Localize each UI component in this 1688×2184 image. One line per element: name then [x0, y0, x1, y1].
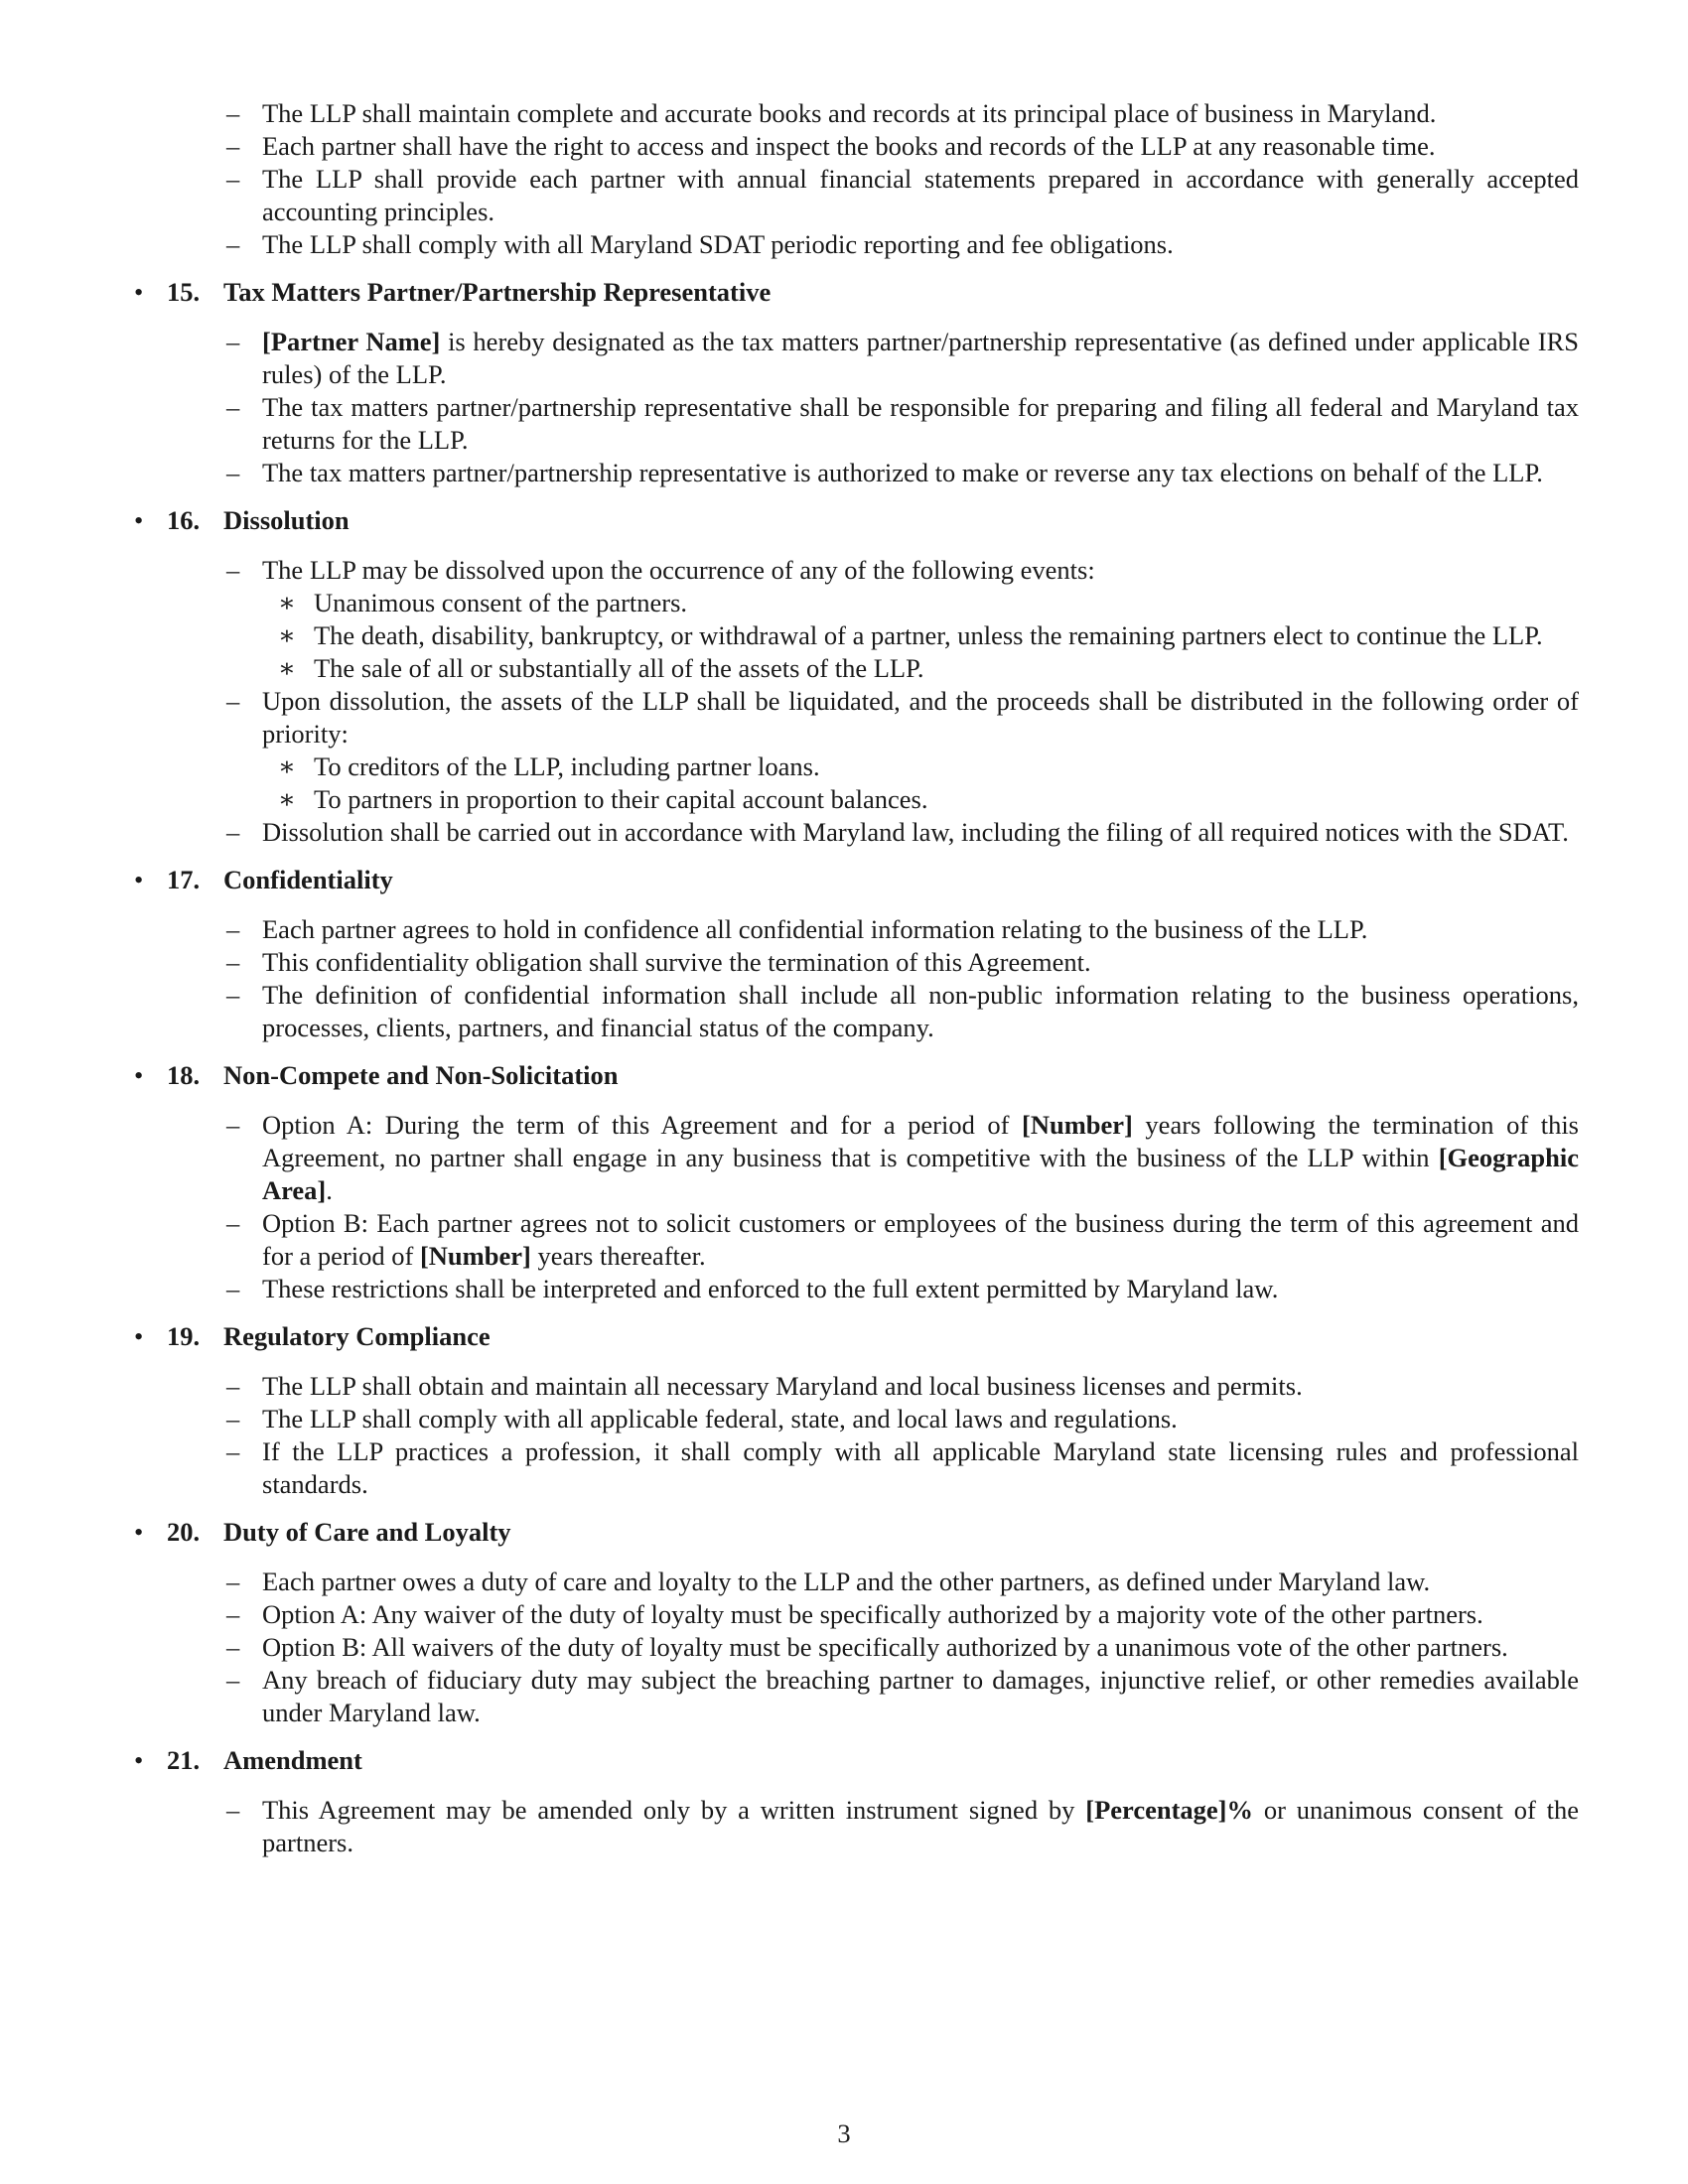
list-item: – Each partner agrees to hold in confidence all confidential information relating to the business of the LLP. [226, 914, 1368, 944]
list-item: – The tax matters partner/partnership representative shall be responsible for preparing and filing all federal and Maryland tax returns for the LLP. [226, 392, 1579, 455]
section-16 [134, 504, 1579, 849]
section-heading: • 15. Tax Matters Partner/Partnership Representative [134, 277, 772, 307]
section-items [226, 1370, 1579, 1501]
list-item: – The LLP shall provide each partner with annual financial statements prepared in accordance with generally accepted accounting principles. [226, 164, 1579, 226]
section-title: Duty of Care and Loyalty [223, 1517, 511, 1547]
section-title: Tax Matters Partner/Partnership Representative [223, 277, 772, 307]
section-18 [134, 1059, 1579, 1305]
section-17 [134, 864, 1579, 1044]
section-title: Regulatory Compliance [223, 1321, 491, 1351]
bullet-icon: • [134, 1517, 144, 1547]
section-items [226, 1109, 1579, 1305]
bullet-icon: • [134, 1321, 144, 1351]
bullet-icon: • [134, 277, 144, 307]
section-15 [134, 276, 1579, 489]
section-items [226, 1566, 1579, 1729]
list-item: – The LLP shall comply with all Maryland SDAT periodic reporting and fee obligations. [226, 229, 1174, 259]
section-21 [134, 1744, 1579, 1859]
section-title: Dissolution [223, 505, 350, 535]
placeholder-field: [Percentage]% [1085, 1795, 1253, 1825]
list-item: – The LLP may be dissolved upon the occurrence of any of the following events: ∗ Unanimous consent of the partners. ∗ The death, disability, bankruptcy, or withdrawal of a partner, unless the remaining partners elect to continue the LLP. ∗ The sale of all or substantially all of the assets of the LLP. [226, 554, 1579, 685]
list-item: – [Partner Name] is hereby designated as the tax matters partner/partnership representative (as defined under applicable IRS rules) of the LLP. [226, 327, 1579, 389]
section-items [226, 913, 1579, 1044]
bullet-icon: • [134, 505, 144, 535]
document-body [134, 97, 1579, 1859]
list-item: – Option A: Any waiver of the duty of loyalty must be specifically authorized by a majority vote of the other partners. [226, 1599, 1483, 1629]
list-item: – Option B: All waivers of the duty of loyalty must be specifically authorized by a unanimous vote of the other partners. [226, 1632, 1508, 1662]
list-item: – Any breach of fiduciary duty may subject the breaching partner to damages, injunctive relief, or other remedies available under Maryland law. [226, 1665, 1579, 1727]
placeholder-field: [Number] [1022, 1110, 1133, 1140]
section-heading: • 20. Duty of Care and Loyalty [134, 1517, 511, 1547]
list-item: – These restrictions shall be interpreted and enforced to the full extent permitted by Maryland law. [226, 1274, 1279, 1303]
list-item: – Option B: Each partner agrees not to solicit customers or employees of the business during the term of this agreement and for a period of [Number] years thereafter. [226, 1208, 1579, 1271]
sub-list-item: ∗ To creditors of the LLP, including partner loans. [278, 751, 820, 781]
placeholder-field: [Partner Name] [262, 327, 441, 356]
list-item: – The LLP shall obtain and maintain all necessary Maryland and local business licenses and permits. [226, 1371, 1303, 1401]
section-heading: • 19. Regulatory Compliance [134, 1321, 491, 1351]
section-19 [134, 1320, 1579, 1501]
sub-list-item: ∗ To partners in proportion to their capital account balances. [278, 784, 928, 814]
records-continuation-list [226, 97, 1579, 261]
section-title: Confidentiality [223, 865, 393, 894]
bullet-icon: • [134, 1060, 144, 1090]
list-item: – This Agreement may be amended only by a written instrument signed by [Percentage]% or unanimous consent of the partners. [226, 1795, 1579, 1857]
section-heading: • 18. Non-Compete and Non-Solicitation [134, 1060, 619, 1090]
list-item: – The tax matters partner/partnership representative is authorized to make or reverse any tax elections on behalf of the LLP. [226, 458, 1543, 487]
section-items [226, 326, 1579, 489]
placeholder-field: [Geographic Area] [262, 1143, 1579, 1205]
bullet-icon: • [134, 1745, 144, 1775]
placeholder-field: [Number] [419, 1241, 531, 1271]
section-title: Non-Compete and Non-Solicitation [223, 1060, 619, 1090]
sub-list-item: ∗ Unanimous consent of the partners. [278, 588, 688, 617]
section-heading: • 21. Amendment [134, 1745, 362, 1775]
list-item: – The LLP shall maintain complete and accurate books and records at its principal place of business in Maryland. [226, 98, 1437, 128]
sub-list-item: ∗ The sale of all or substantially all of the assets of the LLP. [278, 653, 924, 683]
list-item: – Dissolution shall be carried out in accordance with Maryland law, including the filing of all required notices with the SDAT. [226, 817, 1569, 847]
list-item: – Each partner owes a duty of care and loyalty to the LLP and the other partners, as defined under Maryland law. [226, 1567, 1431, 1596]
list-item: – Each partner shall have the right to access and inspect the books and records of the LLP at any reasonable time. [226, 131, 1436, 161]
sub-list [278, 751, 1579, 816]
bullet-icon: • [134, 865, 144, 894]
list-item: – The definition of confidential information shall include all non-public information relating to the business operations, processes, clients, partners, and financial status of the company. [226, 980, 1579, 1042]
sub-list [278, 587, 1579, 685]
section-items [226, 1794, 1579, 1859]
section-heading: • 16. Dissolution [134, 505, 350, 535]
sub-list-item: ∗ The death, disability, bankruptcy, or withdrawal of a partner, unless the remaining partners elect to continue the LLP. [278, 620, 1543, 650]
list-item: – Option A: During the term of this Agreement and for a period of [Number] years following the termination of this Agreement, no partner shall engage in any business that is competitive with the business of the LLP within [Geographic Area]. [226, 1110, 1579, 1205]
section-items [226, 554, 1579, 849]
section-heading: • 17. Confidentiality [134, 865, 393, 894]
list-item: – This confidentiality obligation shall survive the termination of this Agreement. [226, 947, 1091, 977]
list-item: – Upon dissolution, the assets of the LLP shall be liquidated, and the proceeds shall be distributed in the following order of priority: ∗ To creditors of the LLP, including partner loans. ∗ To partners in proportion to their capital account balances. [226, 686, 1579, 814]
section-title: Amendment [223, 1745, 362, 1775]
section-20 [134, 1516, 1579, 1729]
list-item: – If the LLP practices a profession, it shall comply with all applicable Maryland state licensing rules and professional standards. [226, 1436, 1579, 1499]
list-item: – The LLP shall comply with all applicable federal, state, and local laws and regulations. [226, 1404, 1178, 1433]
page-number: 3 [837, 2118, 851, 2148]
